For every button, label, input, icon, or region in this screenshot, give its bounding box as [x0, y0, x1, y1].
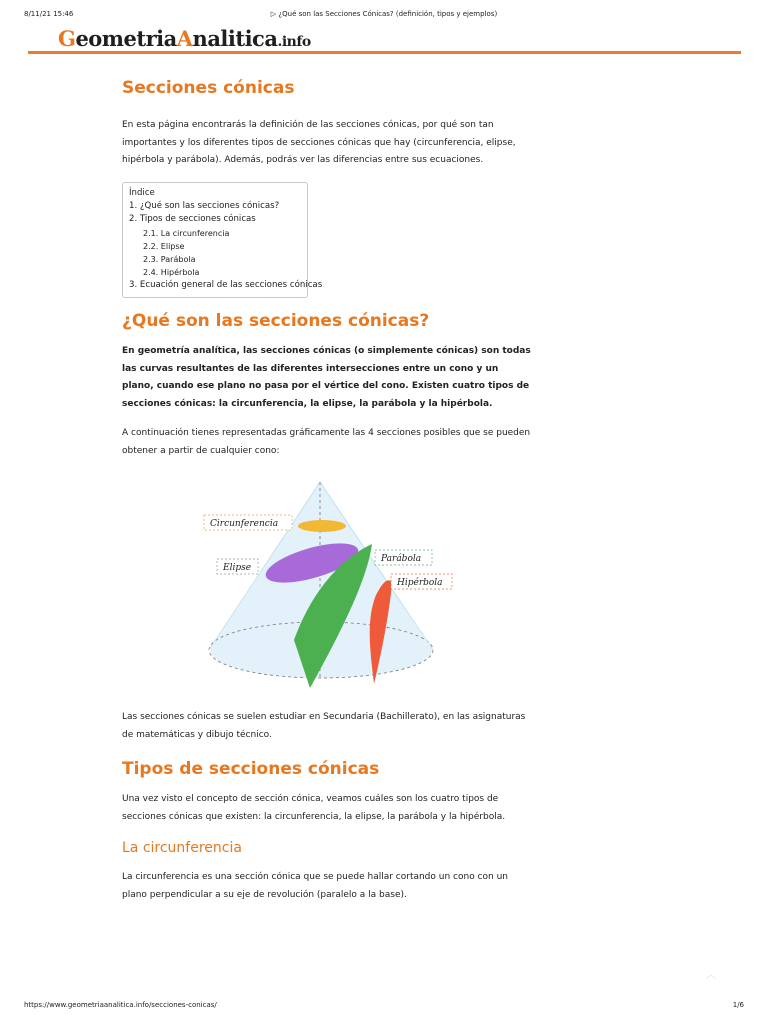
print-page-title: ▷ ¿Qué son las Secciones Cónicas? (definición, tipos y ejemplos): [270, 10, 498, 18]
definition-paragraph: En geometría analítica, las secciones cónicas (o simplemente cónicas) son todas las curvas resultantes de las diferentes intersecciones entre un cono y un plano, cuando ese plano no pasa por el vértice del cono. Existen cuatro tipos de secciones cónicas: la circunferencia, la elipse, la parábola y la hipérbola.: [122, 346, 531, 409]
toc-item-elipse[interactable]: 2.2. Elipse: [143, 241, 185, 251]
logo-letter-g: G: [58, 26, 76, 51]
toc-item-tipos[interactable]: 2. Tipos de secciones cónicas: [129, 214, 256, 225]
toc-heading: Índice: [129, 188, 155, 198]
scroll-top-chevron-icon[interactable]: ︿: [706, 970, 716, 981]
toc-item-ecuacion[interactable]: 3. Ecuación general de las secciones cónicas: [129, 280, 323, 291]
parabola-label: Parábola: [381, 554, 422, 564]
ellipse-label: Elipse: [223, 563, 252, 573]
hyperbola-label: Hipérbola: [397, 578, 443, 588]
circunferencia-paragraph: La circunferencia es una sección cónica que se puede hallar cortando un cono con un plano perpendicular a su eje de revolución (paralelo a la base).: [122, 872, 508, 900]
cone-diagram: [202, 470, 502, 710]
figure-intro-paragraph: A continuación tienes representadas gráficamente las 4 secciones posibles que se pueden obtener a partir de cualquier cono:: [122, 428, 531, 456]
intro-paragraph: En esta página encontrarás la definición de las secciones cónicas, por qué son tan importantes y los diferentes tipos de secciones cónicas que hay (circunferencia, elipse, hipérbola y parábola). Además, podrás ver las diferencias entre sus ecuaciones.: [122, 120, 516, 165]
section-tipos-title: Tipos de secciones cónicas: [122, 759, 380, 779]
conic-sections-figure: [202, 470, 502, 710]
section-circunferencia-title: La circunferencia: [122, 840, 242, 856]
toc-item-parabola[interactable]: 2.3. Parábola: [143, 255, 196, 265]
study-paragraph: Las secciones cónicas se suelen estudiar en Secundaria (Bachillerato), en las asignaturas de matemáticas y dibujo técnico.: [122, 712, 526, 740]
print-page-number: 1/6: [732, 1001, 744, 1009]
section-que-son-title: ¿Qué son las secciones cónicas?: [122, 311, 430, 331]
header-divider: [28, 51, 741, 54]
logo-word-geometria: eometria: [75, 26, 177, 51]
logo-word-analitica: nalitica: [192, 26, 278, 51]
circle-section: [298, 520, 346, 532]
print-header: [0, 10, 768, 24]
toc-item-hiperbola[interactable]: 2.4. Hipérbola: [143, 268, 200, 278]
print-date: 8/11/21 15:46: [24, 10, 74, 18]
table-of-contents: [122, 182, 323, 298]
logo-letter-a: A: [176, 26, 193, 51]
article-title: Secciones cónicas: [122, 78, 295, 98]
circle-label: Circunferencia: [210, 519, 279, 529]
logo-tld: .info: [277, 34, 311, 50]
tipos-paragraph: Una vez visto el concepto de sección cónica, veamos cuáles son los cuatro tipos de secciones cónicas que existen: la circunferencia, la elipse, la parábola y la hipérbola.: [122, 794, 506, 822]
toc-item-que-son[interactable]: 1. ¿Qué son las secciones cónicas?: [129, 201, 280, 212]
toc-item-circunferencia[interactable]: 2.1. La circunferencia: [143, 228, 230, 238]
print-url: https://www.geometriaanalitica.info/secciones-conicas/: [24, 1001, 217, 1009]
site-logo[interactable]: [58, 26, 311, 51]
